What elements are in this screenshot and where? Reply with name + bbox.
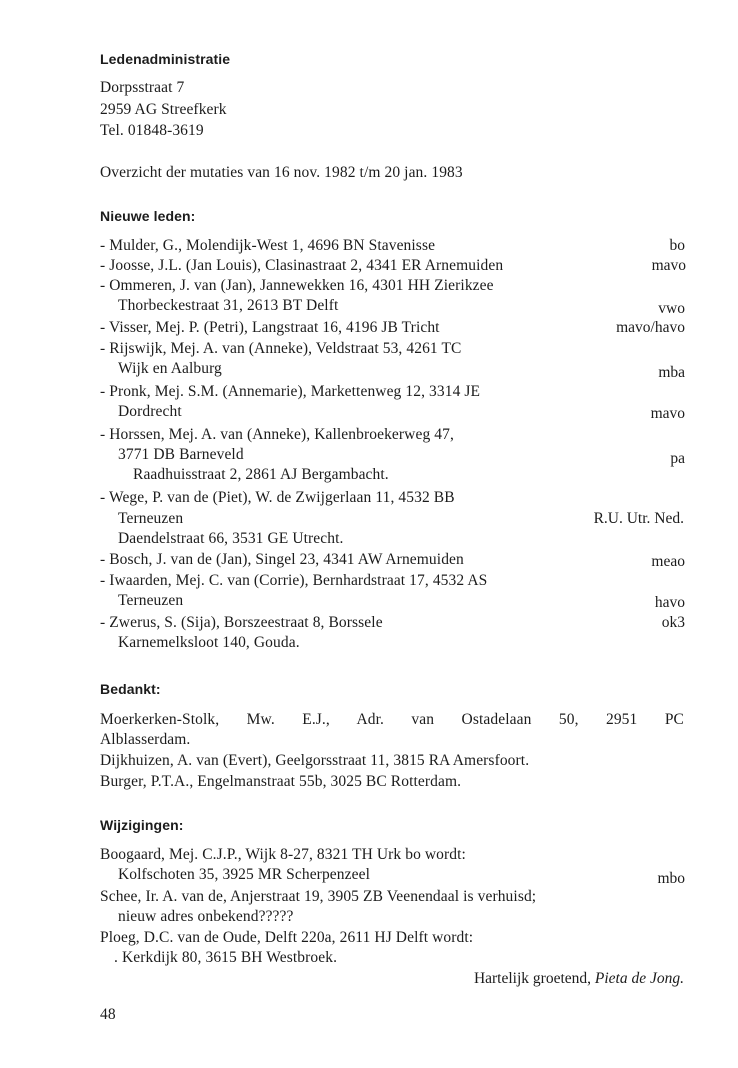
member-line: - Visser, Mej. P. (Petri), Langstraat 16, 4196 JB Tricht (100, 319, 440, 336)
change-line: Ploeg, D.C. van de Oude, Delft 220a, 2611 HJ Delft wordt: (100, 929, 474, 946)
member-line: Wijk en Aalburg (118, 360, 222, 377)
member-line: Raadhuisstraat 2, 2861 AJ Bergambacht. (133, 466, 389, 483)
address-street: Dorpsstraat 7 (100, 79, 185, 96)
address-phone: Tel. 01848-3619 (100, 122, 204, 139)
change-line: . Kerkdijk 80, 3615 BH Westbroek. (114, 949, 338, 966)
member-line: - Pronk, Mej. S.M. (Annemarie), Markettenweg 12, 3314 JE (100, 383, 481, 400)
member-school: mavo (651, 257, 686, 274)
member-school: havo (654, 594, 685, 611)
address-postal: 2959 AG Streefkerk (100, 101, 227, 118)
page-title: Ledenadministratie (100, 51, 231, 67)
member-line: - Mulder, G., Molendijk-West 1, 4696 BN Stavenisse (100, 237, 436, 254)
closing-signature (474, 970, 684, 988)
changes-heading: Wijzigingen: (100, 817, 184, 833)
member-school: meao (651, 553, 685, 570)
change-line: nieuw adres onbekend????? (118, 908, 294, 925)
member-school: pa (670, 450, 685, 467)
member-line: Thorbeckestraat 31, 2613 BT Delft (118, 297, 339, 314)
member-line: Dordrecht (118, 403, 182, 420)
member-school: ok3 (661, 614, 685, 631)
member-line: - Zwerus, S. (Sija), Borszeestraat 8, Borssele (100, 614, 383, 631)
change-line: Kolfschoten 35, 3925 MR Scherpenzeel (118, 866, 370, 883)
overview-line: Overzicht der mutaties van 16 nov. 1982 t/m 20 jan. 1983 (100, 164, 463, 181)
member-line: - Rijswijk, Mej. A. van (Anneke), Veldstraat 53, 4261 TC (100, 340, 462, 357)
member-school: R.U. Utr. Ned. (593, 510, 684, 527)
resigned-heading: Bedankt: (100, 681, 161, 697)
resigned-line: Dijkhuizen, A. van (Evert), Geelgorsstraat 11, 3815 RA Amersfoort. (100, 752, 530, 769)
member-line: 3771 DB Barneveld (118, 446, 244, 463)
member-line: Daendelstraat 66, 3531 GE Utrecht. (118, 530, 344, 547)
member-line: - Wege, P. van de (Piet), W. de Zwijgerlaan 11, 4532 BB (100, 489, 455, 506)
member-school: mavo/havo (616, 319, 685, 336)
resigned-line: Alblasserdam. (100, 731, 191, 748)
signature-name: Pieta de Jong. (594, 970, 684, 987)
member-line: Karnemelksloot 140, Gouda. (118, 634, 300, 651)
member-school: vwo (658, 300, 685, 317)
member-school: bo (669, 237, 685, 254)
member-line: - Joosse, J.L. (Jan Louis), Clasinastraat 2, 4341 ER Arnemuiden (100, 257, 504, 274)
member-school: mba (658, 364, 685, 381)
member-line: Terneuzen (118, 510, 184, 527)
page-number: 48 (100, 1006, 116, 1023)
member-school: mavo (650, 405, 685, 422)
resigned-line: Burger, P.T.A., Engelmanstraat 55b, 3025 BC Rotterdam. (100, 773, 462, 790)
change-line: Boogaard, Mej. C.J.P., Wijk 8-27, 8321 TH Urk bo wordt: (100, 846, 466, 863)
member-line: - Bosch, J. van de (Jan), Singel 23, 4341 AW Arnemuiden (100, 551, 464, 568)
member-line: - Horssen, Mej. A. van (Anneke), Kallenbroekerweg 47, (100, 426, 454, 443)
change-line: Schee, Ir. A. van de, Anjerstraat 19, 3905 ZB Veenendaal is verhuisd; (100, 888, 537, 905)
new-members-heading: Nieuwe leden: (100, 208, 196, 224)
closing-greeting: Hartelijk groetend, (473, 970, 592, 987)
member-line: - Iwaarden, Mej. C. van (Corrie), Bernhardstraat 17, 4532 AS (100, 572, 488, 589)
change-school: mbo (657, 870, 685, 887)
resigned-line: Moerkerken-Stolk, Mw. E.J., Adr. van Ostadelaan 50, 2951 PC (100, 711, 684, 728)
member-line: - Ommeren, J. van (Jan), Jannewekken 16, 4301 HH Zierikzee (100, 277, 494, 294)
member-line: Terneuzen (118, 592, 184, 609)
